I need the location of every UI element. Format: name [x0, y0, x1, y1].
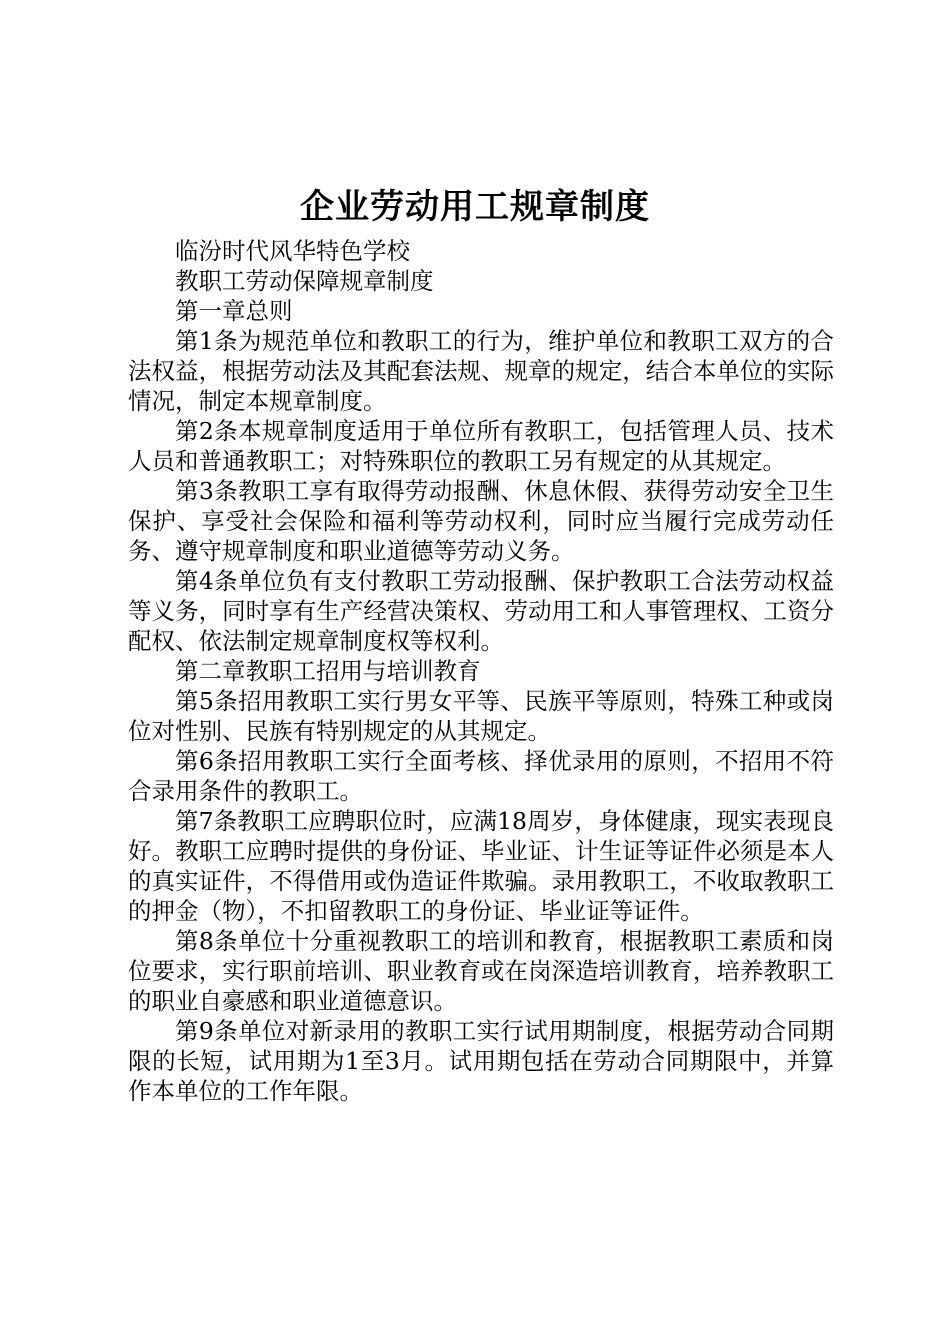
chapter-heading-2: 第二章教职工招用与培训教育 [175, 657, 481, 685]
article-7: 第7条教职工应聘职位时，应满18周岁，身体健康，现实表现良好。教职工应聘时提供的身份证、毕业证、计生证等证件必须是本人的真实证件，不得借用或伪造证件欺骗。录用教职工，不收取教职工的押金（物），不扣留教职工的身份证、毕业证等证件。 [128, 807, 834, 925]
article-4: 第4条单位负有支付教职工劳动报酬、保护教职工合法劳动权益等义务，同时享有生产经营决策权、劳动用工和人事管理权、工资分配权、依法制定规章制度权等权利。 [128, 567, 834, 655]
school-name: 临汾时代风华特色学校 [175, 237, 410, 265]
article-5: 第5条招用教职工实行男女平等、民族平等原则，特殊工种或岗位对性别、民族有特别规定的从其规定。 [128, 687, 834, 745]
article-6: 第6条招用教职工实行全面考核、择优录用的原则，不招用不符合录用条件的教职工。 [128, 747, 834, 805]
chapter-heading-1: 第一章总则 [175, 297, 293, 325]
article-2: 第2条本规章制度适用于单位所有教职工，包括管理人员、技术人员和普通教职工；对特殊职位的教职工另有规定的从其规定。 [128, 417, 834, 475]
article-1: 第1条为规范单位和教职工的行为，维护单位和教职工双方的合法权益，根据劳动法及其配套法规、规章的规定，结合本单位的实际情况，制定本规章制度。 [128, 327, 834, 415]
regulation-name: 教职工劳动保障规章制度 [175, 267, 434, 295]
article-3: 第3条教职工享有取得劳动报酬、休息休假、获得劳动安全卫生保护、享受社会保险和福利等劳动权利，同时应当履行完成劳动任务、遵守规章制度和职业道德等劳动义务。 [128, 477, 834, 565]
document-title: 企业劳动用工规章制度 [300, 187, 650, 227]
article-8: 第8条单位十分重视教职工的培训和教育，根据教职工素质和岗位要求，实行职前培训、职业教育或在岗深造培训教育，培养教职工的职业自豪感和职业道德意识。 [128, 927, 834, 1015]
article-9: 第9条单位对新录用的教职工实行试用期制度，根据劳动合同期限的长短，试用期为1至3月。试用期包括在劳动合同期限中，并算作本单位的工作年限。 [128, 1017, 834, 1105]
document-body [128, 236, 834, 1106]
